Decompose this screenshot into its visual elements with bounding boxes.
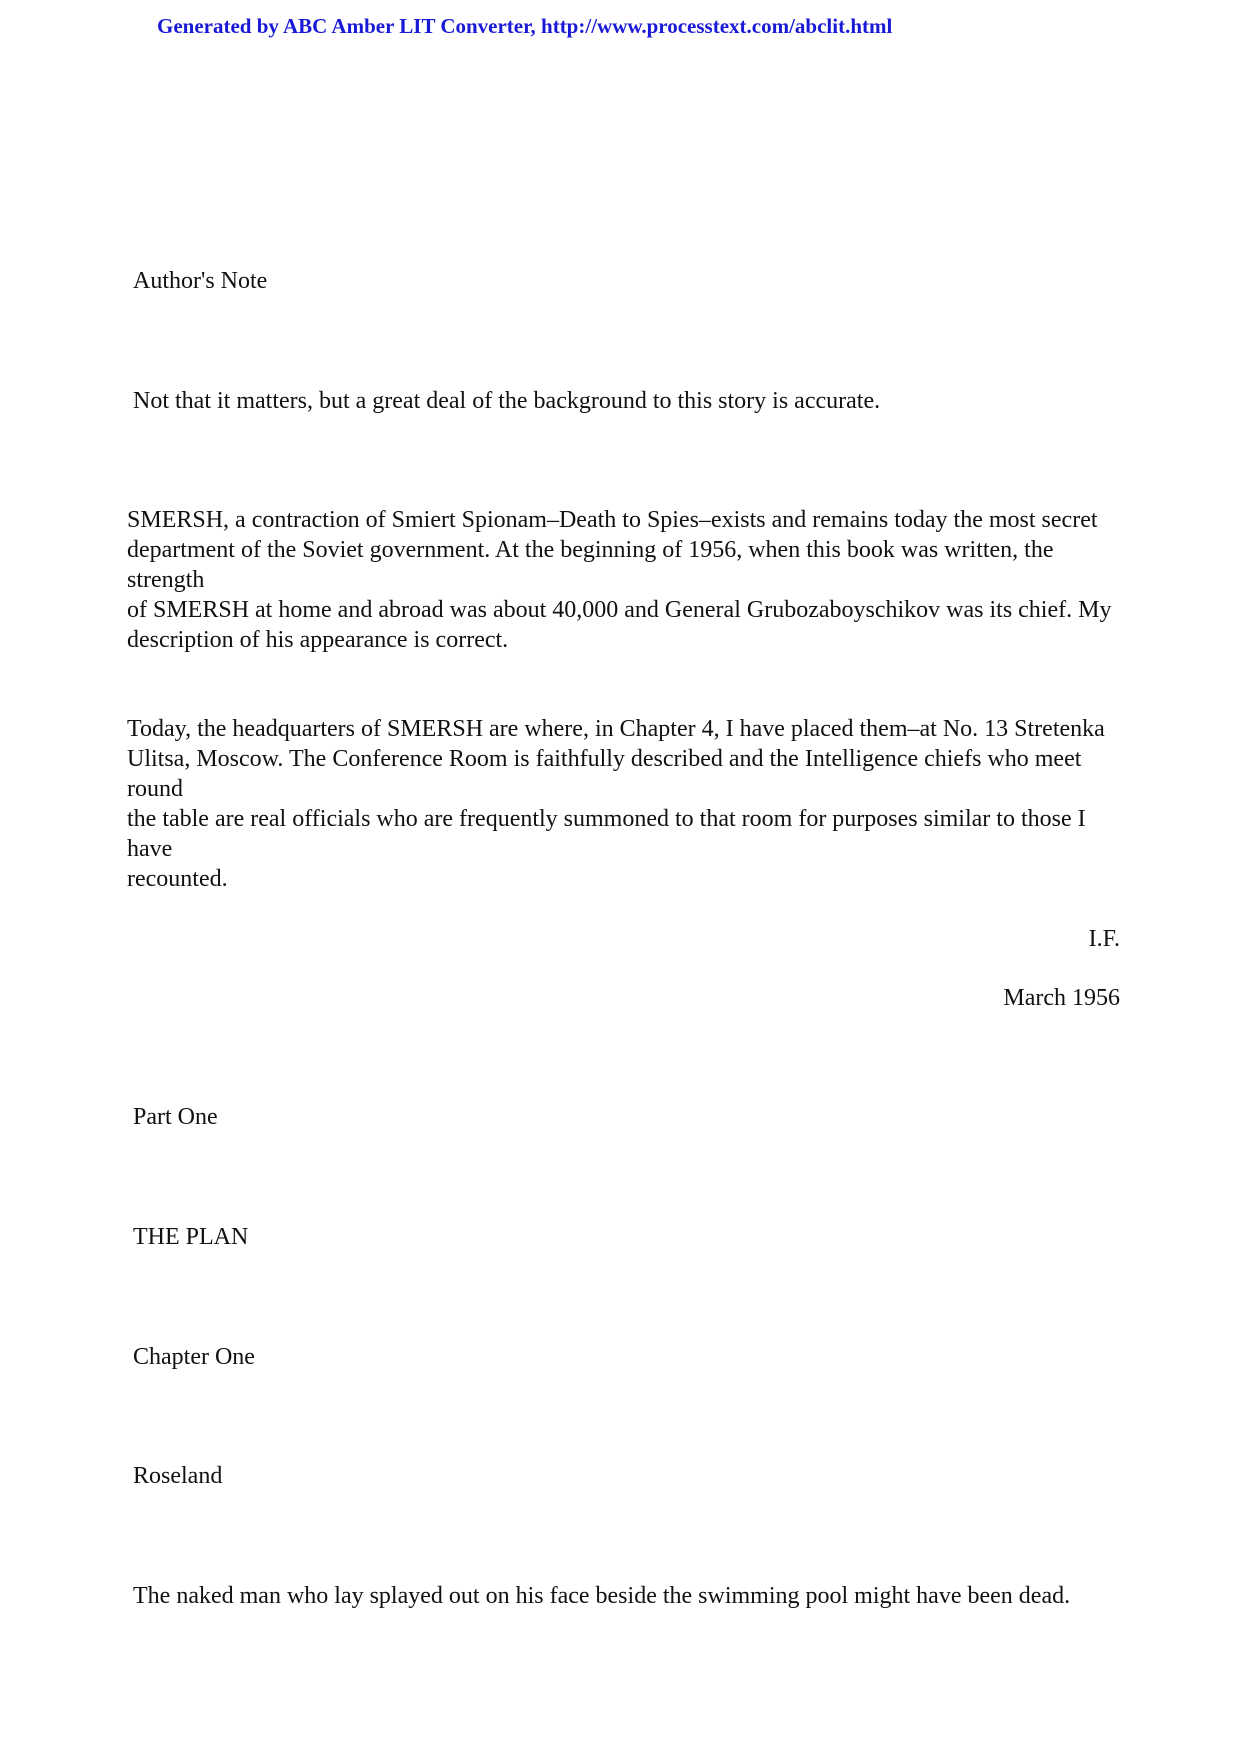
part-title: THE PLAN	[133, 1224, 249, 1250]
smersh-paragraph: SMERSH, a contraction of Smiert Spionam–Death to Spies–exists and remains today the most secret department of the Soviet government. At the beginning of 1956, when this book was written, the strength of SMERSH at home and abroad was about 40,000 and General Grubozaboyschikov was its chief. My description of his appearance is correct.	[127, 507, 1112, 653]
chapter-heading: Chapter One	[133, 1344, 255, 1370]
authors-note-heading: Author's Note	[133, 268, 268, 294]
headquarters-paragraph: Today, the headquarters of SMERSH are where, in Chapter 4, I have placed them–at No. 13 Stretenka Ulitsa, Moscow. The Conference Room is faithfully described and the Intelligence chiefs who meet round the table are real officials who are frequently summoned to that room for purposes similar to those I have recounted.	[127, 716, 1105, 892]
generator-link[interactable]: Generated by ABC Amber LIT Converter, http://www.processtext.com/abclit.html	[157, 14, 893, 38]
part-heading: Part One	[133, 1104, 218, 1130]
note-date: March 1956	[1003, 985, 1120, 1011]
intro-sentence: Not that it matters, but a great deal of the background to this story is accurate.	[133, 388, 881, 414]
opening-line: The naked man who lay splayed out on his face beside the swimming pool might have been dead.	[133, 1583, 1071, 1609]
author-initials: I.F.	[1088, 926, 1120, 952]
chapter-title: Roseland	[133, 1463, 223, 1489]
